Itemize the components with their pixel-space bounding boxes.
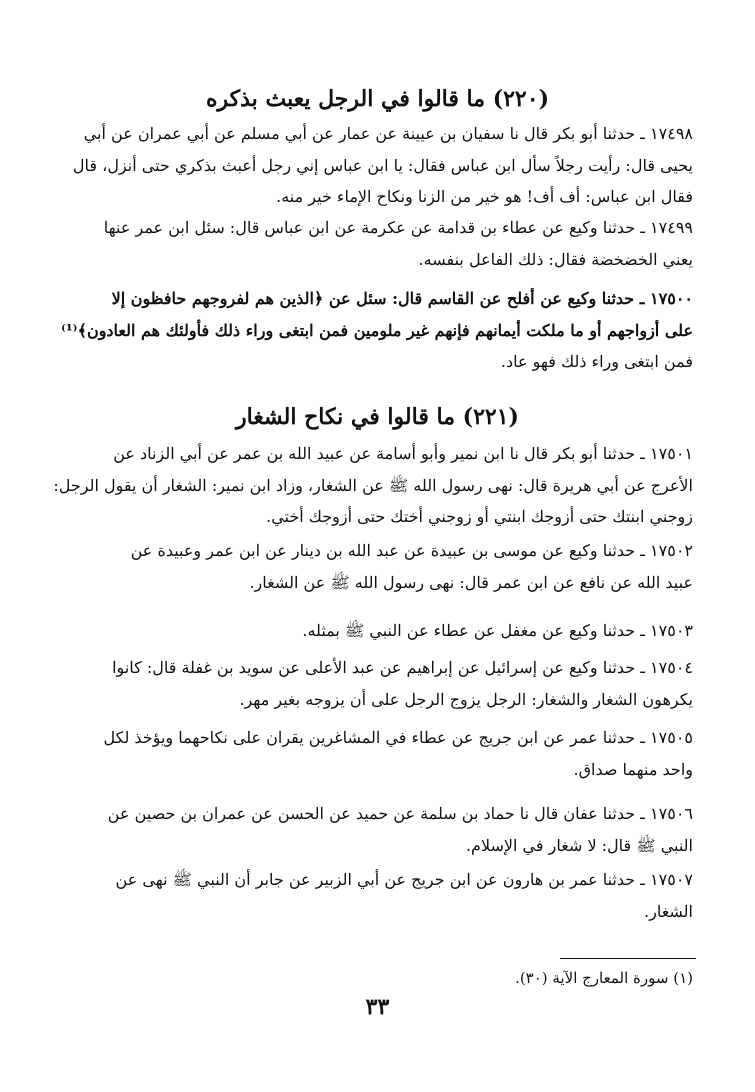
- entry-line: فقال ابن عباس: أف أف! هو خير من الزنا ونكاح الإماء خير منه.: [276, 187, 693, 206]
- hadith-entry-17501: [53, 438, 693, 533]
- entry-line: ١٧٥٠٧ ـ حدثنا عمر بن هارون عن ابن جريج عن أبي الزبير عن جابر أن النبي ﷺ نهى عن: [115, 870, 693, 889]
- entry-line: زوجني ابنتك حتى أزوجك ابنتي أو زوجني أختك حتى أزوجك أختي.: [266, 507, 693, 526]
- hadith-entry-17498: [62, 118, 693, 213]
- footnote-divider: [560, 958, 696, 959]
- entry-line: ١٧٥٠٤ ـ حدثنا وكيع عن إسرائيل عن إبراهيم عن عبد الأعلى عن سويد بن غفلة قال: كانوا: [112, 658, 693, 677]
- hadith-entry-17506: [62, 798, 693, 861]
- page-number: ٣٣: [365, 994, 390, 1020]
- section-heading-220: (٢٢٠) ما قالوا في الرجل يعبث بذكره: [206, 86, 549, 112]
- entry-line: ١٧٥٠٠ ـ حدثنا وكيع عن أفلح عن القاسم قال: سئل عن ﴿الذين هم لفروجهم حافظون إلا: [111, 289, 693, 308]
- entry-line: الأعرج عن أبي هريرة قال: نهى رسول الله ﷺ عن الشغار، وزاد ابن نمير: الشغار أن يقول الرجل:: [53, 475, 693, 495]
- entry-line: ١٧٤٩٨ ـ حدثنا أبو بكر قال نا سفيان بن عيينة عن عمار عن أبي مسلم عن أبي عمران عن أبي: [83, 124, 693, 143]
- entry-line: ١٧٥٠٦ ـ حدثنا عفان قال نا حماد بن سلمة عن حميد عن الحسن عن عمران بن حصين عن: [107, 804, 693, 823]
- hadith-entry-17505: [62, 722, 693, 785]
- section-heading-221: (٢٢١) ما قالوا في نكاح الشغار: [236, 404, 519, 430]
- hadith-entry-17499: [62, 212, 693, 275]
- entry-line: ١٧٤٩٩ ـ حدثنا وكيع عن عطاء بن قدامة عن عكرمة عن ابن عباس قال: سئل ابن عمر عنها: [103, 218, 693, 237]
- hadith-entry-17502: [62, 535, 693, 598]
- hadith-entry-17503: [62, 615, 693, 647]
- entry-line: يكرهون الشغار والشغار: الرجل يزوج الرجل على أن يزوجه بغير مهر.: [239, 689, 693, 709]
- entry-line: عبيد الله عن نافع عن ابن عمر قال: نهى رسول الله ﷺ عن الشغار.: [249, 572, 693, 592]
- footnote: (١) سورة المعارج الآية (٣٠).: [515, 969, 693, 987]
- entry-line: ١٧٥٠٥ ـ حدثنا عمر عن ابن جريج عن عطاء في المشاغرين يقران على نكاحهما ويؤخذ لكل: [103, 728, 693, 747]
- entry-line: يحيى قال: رأيت رجلاً سأل ابن عباس فقال: يا ابن عباس إني رجل أعبث بذكري حتى أنزل، قال: [72, 155, 693, 175]
- hadith-entry-17500: [62, 283, 693, 378]
- entry-line: الشغار.: [644, 901, 693, 921]
- entry-line: واحد منهما صداق.: [573, 759, 693, 779]
- entry-line: يعني الخضخضة فقال: ذلك الفاعل بنفسه.: [418, 249, 693, 269]
- entry-line: النبي ﷺ قال: لا شغار في الإسلام.: [465, 835, 693, 855]
- hadith-entry-17504: [62, 652, 693, 715]
- entry-line: على أزواجهم أو ما ملكت أيمانهم فإنهم غير ملومين فمن ابتغى وراء ذلك فأولئك هم العادون﴾⁽¹⁾: [61, 320, 693, 340]
- hadith-entry-17507: [62, 864, 693, 927]
- entry-line: فمن ابتغى وراء ذلك فهو عاد.: [500, 352, 693, 371]
- entry-line: ١٧٥٠١ ـ حدثنا أبو بكر قال نا ابن نمير وأبو أسامة عن عبيد الله بن عمر عن أبي الزناد عن: [113, 444, 693, 463]
- entry-line: ١٧٥٠٢ ـ حدثنا وكيع عن موسى بن عبيدة عن عبد الله بن دينار عن ابن عمر وعبيدة عن: [130, 541, 693, 560]
- entry-line: ١٧٥٠٣ ـ حدثنا وكيع عن مغفل عن عطاء عن النبي ﷺ بمثله.: [302, 621, 693, 640]
